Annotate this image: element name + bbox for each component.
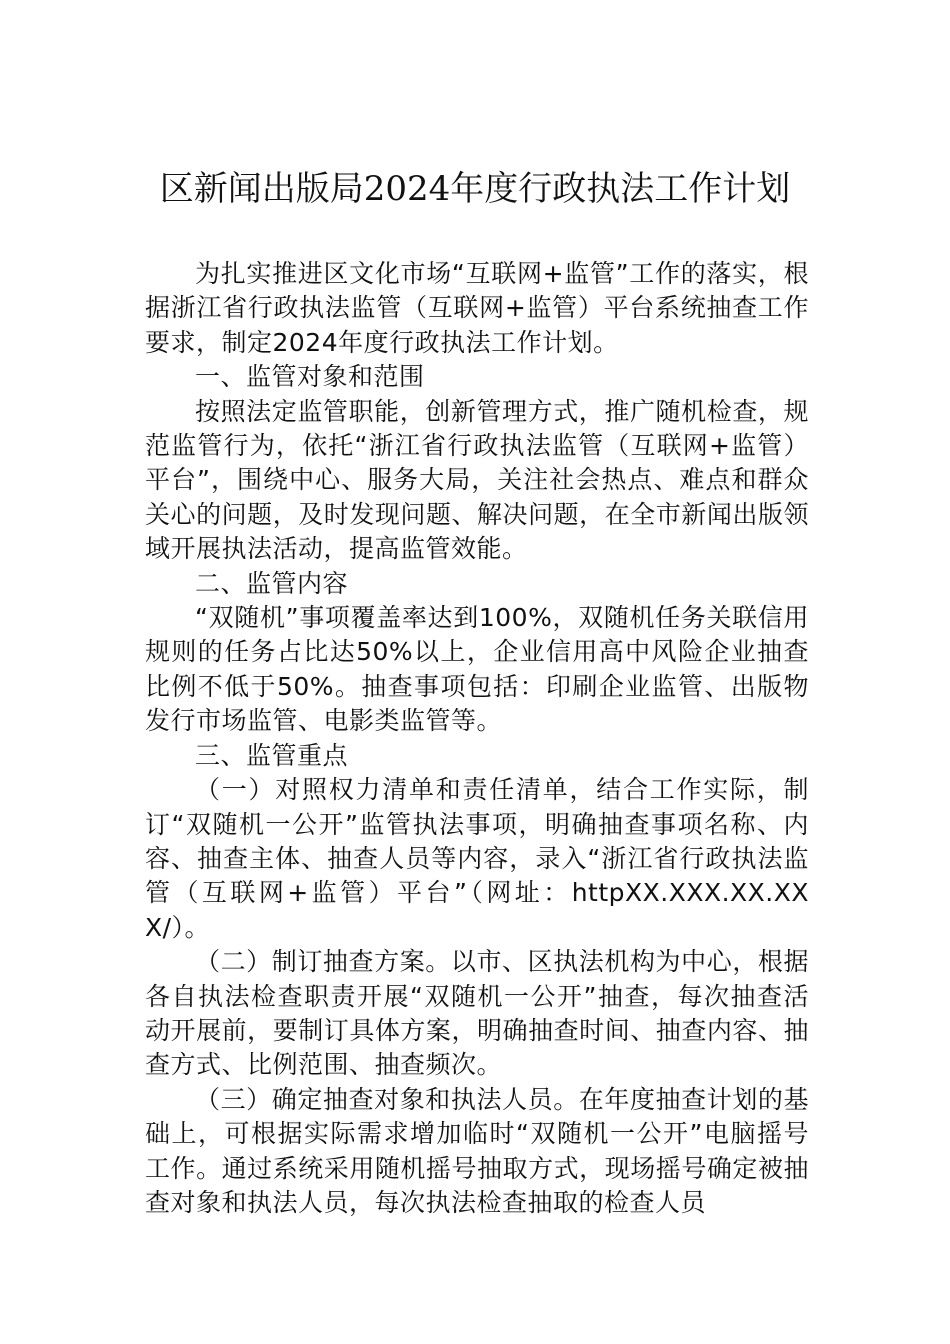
intro-paragraph: 为扎实推进区文化市场“互联网+监管”工作的落实，根据浙江省行政执法监管（互联网+监管）平台系统抽查工作要求，制定2024年度行政执法工作计划。: [145, 259, 809, 357]
document-title: 区新闻出版局2024年度行政执法工作计划: [159, 169, 791, 209]
section-heading-3: 三、监管重点: [195, 740, 349, 770]
section-heading-1: 一、监管对象和范围: [195, 362, 425, 392]
section-heading-2: 二、监管内容: [195, 568, 349, 598]
section-3-item-1: （一）对照权力清单和责任清单，结合工作实际，制订“双随机一公开”监管执法事项，明确抽查事项名称、内容、抽查主体、抽查人员等内容，录入“浙江省行政执法监管（互联网+监管）平台”（网址：httpXX.XXX.XX.XXX/）。: [145, 775, 809, 942]
document-body: [145, 257, 809, 1220]
section-2-paragraph: “双随机”事项覆盖率达到100%，双随机任务关联信用规则的任务占比达50%以上，企业信用高中风险企业抽查比例不低于50%。抽查事项包括：印刷企业监管、出版物发行市场监管、电影类监管等。: [145, 603, 809, 736]
section-1-paragraph: 按照法定监管职能，创新管理方式，推广随机检查，规范监管行为，依托“浙江省行政执法监管（互联网+监管）平台”，围绕中心、服务大局，关注社会热点、难点和群众关心的问题，及时发现问题、解决问题，在全市新闻出版领域开展执法活动，提高监管效能。: [145, 396, 809, 564]
section-3-item-3: （三）确定抽查对象和执法人员。在年度抽查计划的基础上，可根据实际需求增加临时“双随机一公开”电脑摇号工作。通过系统采用随机摇号抽取方式，现场摇号确定被抽查对象和执法人员，每次执法检查抽取的检查人员: [145, 1084, 809, 1217]
section-3-item-2: （二）制订抽查方案。以市、区执法机构为中心，根据各自执法检查职责开展“双随机一公开”抽查，每次抽查活动开展前，要制订具体方案，明确抽查时间、抽查内容、抽查方式、比例范围、抽查频次。: [145, 947, 809, 1080]
